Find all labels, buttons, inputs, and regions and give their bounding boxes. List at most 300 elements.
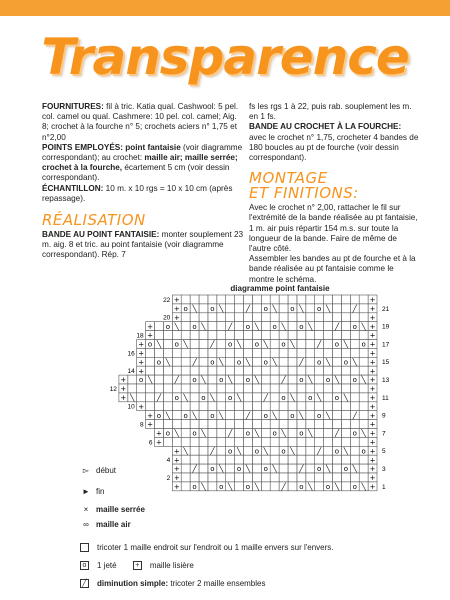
- grid-cell: [235, 375, 244, 384]
- grid-cell: [199, 313, 208, 322]
- stitch-symbol: o: [139, 376, 144, 385]
- stitch-symbol: o: [228, 340, 233, 349]
- stitch-symbol: o: [263, 305, 268, 313]
- stitch-symbol: o: [325, 483, 331, 491]
- stitch-symbol: ╲: [343, 394, 348, 402]
- grid-cell: [315, 322, 324, 331]
- grid-cell: [235, 348, 244, 357]
- grid-cell: [315, 402, 324, 411]
- stitch-symbol: +: [369, 483, 376, 491]
- grid-cell: [163, 375, 172, 384]
- stitch-symbol: o: [272, 429, 277, 438]
- grid-cell: [146, 384, 155, 393]
- stitch-symbol: ╲: [183, 340, 188, 349]
- grid-cell: [217, 295, 226, 304]
- grid-cell: [181, 348, 190, 357]
- row-label-left: 20: [163, 314, 171, 322]
- stitch-symbol: +: [138, 358, 145, 367]
- grid-cell: [252, 437, 261, 446]
- stitch-symbol: o: [263, 465, 268, 474]
- stitch-symbol: o: [352, 322, 357, 331]
- row-label-right: 17: [382, 341, 390, 349]
- stitch-symbol: ╱: [334, 322, 340, 331]
- stitch-symbol: ╲: [245, 358, 251, 367]
- grid-cell: [270, 313, 279, 322]
- grid-cell: [244, 331, 253, 340]
- grid-cell: [270, 366, 279, 375]
- grid-cell: [181, 429, 190, 438]
- grid-cell: [324, 313, 333, 322]
- grid-cell: [181, 437, 190, 446]
- hairpin-paragraph: BANDE AU CROCHET À LA FOURCHE: avec le crochet n° 1,75, crocheter 4 bandes de 180 boucles au pt de fourche (voir dessin correspondant).: [249, 122, 419, 163]
- grid-cell: [306, 304, 315, 313]
- grid-cell: [270, 402, 279, 411]
- grid-cell: [359, 437, 368, 446]
- stitch-symbol: o: [308, 394, 313, 402]
- grid-cell: [226, 464, 235, 473]
- row-label-left: 12: [109, 385, 117, 393]
- grid-cell: [359, 411, 368, 420]
- grid-cell: [181, 331, 190, 340]
- stitch-symbol: o: [183, 411, 188, 420]
- stitch-symbol: o: [192, 376, 197, 385]
- assembly-paragraph: Assembler les bandes au pt de fourche et à la bande réalisée au pt fantaisie comme le montre le schéma.: [249, 254, 416, 284]
- band-paragraph: BANDE AU POINT FANTAISIE: monter souplement 23 m. aig. 8 et tric. au point fantaisie (voir diagramme correspondant). Rép. 7: [42, 230, 244, 260]
- stitch-symbol: ╲: [290, 394, 295, 402]
- stitch-symbol: o: [334, 447, 340, 456]
- grid-cell: [235, 313, 244, 322]
- grid-cell: [315, 429, 324, 438]
- page-title: Transparence: [41, 28, 409, 86]
- stitch-symbol: ╲: [165, 411, 170, 420]
- grid-cell: [359, 455, 368, 464]
- stitch-symbol: ╲: [254, 429, 259, 438]
- stitch-symbol: o: [290, 411, 295, 420]
- grid-cell: [190, 384, 199, 393]
- row-label-left: 16: [127, 350, 135, 358]
- grid-cell: [252, 295, 261, 304]
- grid-cell: [217, 384, 226, 393]
- grid-cell: [359, 313, 368, 322]
- stitch-symbol: ╲: [361, 429, 366, 438]
- row-label-right: 7: [382, 430, 386, 438]
- grid-cell: [270, 473, 279, 482]
- grid-cell: [155, 348, 164, 357]
- grid-cell: [333, 437, 342, 446]
- end-arrow-icon: ►: [82, 487, 90, 496]
- grid-cell: [217, 348, 226, 357]
- grid-cell: [172, 348, 181, 357]
- stitch-symbol: ╲: [192, 411, 197, 420]
- stitch-symbol: ╲: [254, 376, 259, 385]
- stitch-symbol: ╲: [272, 465, 277, 474]
- grid-cell: [163, 437, 172, 446]
- grid-cell: [341, 366, 350, 375]
- stitch-symbol: ╲: [334, 483, 340, 491]
- stitch-symbol: ╲: [174, 429, 179, 438]
- grid-cell: [163, 340, 172, 349]
- grid-cell: [235, 455, 244, 464]
- stitch-symbol: o: [236, 465, 242, 474]
- grid-cell: [306, 331, 315, 340]
- grid-cell: [306, 437, 315, 446]
- stitch-symbol: ╲: [317, 394, 322, 402]
- stitch-symbol: ╲: [281, 429, 286, 438]
- grid-cell: [333, 366, 342, 375]
- grid-cell: [359, 295, 368, 304]
- grid-cell: [341, 304, 350, 313]
- grid-cell: [288, 375, 297, 384]
- grid-cell: [252, 411, 261, 420]
- grid-cell: [190, 446, 199, 455]
- grid-cell: [333, 384, 342, 393]
- stitch-symbol: ╲: [219, 358, 224, 367]
- grid-cell: [306, 295, 315, 304]
- grid-cell: [341, 322, 350, 331]
- grid-cell: [235, 295, 244, 304]
- stitch-symbol: ╲: [147, 376, 153, 385]
- grid-cell: [172, 357, 181, 366]
- stitch-symbol: +: [369, 322, 376, 331]
- grid-cell: [359, 473, 368, 482]
- grid-cell: [208, 375, 217, 384]
- yarn-over-icon: o: [80, 561, 89, 570]
- grid-cell: [350, 446, 359, 455]
- stitch-symbol: +: [147, 411, 153, 420]
- grid-cell: [155, 384, 164, 393]
- grid-cell: [359, 304, 368, 313]
- grid-cell: [235, 482, 244, 491]
- grid-cell: [288, 429, 297, 438]
- grid-cell: [235, 411, 244, 420]
- grid-cell: [252, 304, 261, 313]
- grid-cell: [288, 455, 297, 464]
- grid-cell: [181, 455, 190, 464]
- grid-cell: [261, 437, 270, 446]
- row-label-left: 6: [148, 439, 153, 447]
- grid-cell: [324, 331, 333, 340]
- grid-cell: [333, 420, 342, 429]
- grid-cell: [279, 464, 288, 473]
- grid-cell: [341, 437, 350, 446]
- grid-cell: [324, 322, 333, 331]
- stitch-symbol: ╲: [228, 376, 233, 385]
- grid-cell: [217, 455, 226, 464]
- grid-cell: [324, 420, 333, 429]
- stitch-symbol: o: [352, 429, 357, 438]
- stitch-symbol: +: [369, 367, 376, 376]
- grid-cell: [315, 473, 324, 482]
- grid-cell: [306, 348, 315, 357]
- stitch-symbol: +: [147, 331, 153, 340]
- stitch-symbol: +: [173, 305, 180, 313]
- stitch-symbol: o: [263, 411, 268, 420]
- stitch-symbol: +: [369, 411, 376, 420]
- grid-cell: [208, 402, 217, 411]
- grid-cell: [199, 295, 208, 304]
- grid-cell: [208, 313, 217, 322]
- stitch-symbol: o: [219, 483, 224, 491]
- grid-cell: [324, 473, 333, 482]
- stitch-symbol: ╲: [174, 322, 179, 331]
- grid-cell: [350, 331, 359, 340]
- grid-cell: [261, 402, 270, 411]
- stitch-symbol: ╱: [352, 305, 357, 313]
- stitch-symbol: o: [361, 447, 366, 456]
- row-label-right: 5: [382, 448, 386, 456]
- row-label-left: 2: [166, 474, 171, 482]
- grid-cell: [172, 420, 181, 429]
- grid-cell: [288, 331, 297, 340]
- stitch-symbol: o: [210, 465, 215, 474]
- grid-cell: [288, 295, 297, 304]
- grid-cell: [288, 473, 297, 482]
- grid-cell: [350, 366, 359, 375]
- stitch-symbol: ╱: [245, 411, 251, 420]
- stitch-symbol: o: [299, 376, 304, 385]
- grid-cell: [226, 313, 235, 322]
- stitch-symbol: +: [369, 456, 376, 465]
- grid-cell: [261, 473, 270, 482]
- grid-cell: [217, 446, 226, 455]
- grid-cell: [181, 473, 190, 482]
- stitch-symbol: ╲: [352, 358, 357, 367]
- grid-cell: [190, 420, 199, 429]
- diagram-grid: [119, 295, 377, 491]
- grid-cell: [279, 366, 288, 375]
- grid-cell: [199, 411, 208, 420]
- grid-cell: [315, 313, 324, 322]
- grid-cell: [163, 384, 172, 393]
- stitch-symbol: o: [317, 358, 322, 367]
- grid-cell: [288, 348, 297, 357]
- row-label-left: 14: [127, 368, 135, 376]
- grid-cell: [279, 473, 288, 482]
- grid-cell: [155, 322, 164, 331]
- grid-cell: [244, 340, 253, 349]
- grid-cell: [306, 313, 315, 322]
- grid-cell: [297, 420, 306, 429]
- grid-cell: [190, 313, 199, 322]
- grid-cell: [217, 437, 226, 446]
- grid-cell: [297, 446, 306, 455]
- grid-cell: [279, 331, 288, 340]
- grid-cell: [208, 322, 217, 331]
- grid-cell: [315, 366, 324, 375]
- grid-cell: [155, 402, 164, 411]
- grid-cell: [288, 402, 297, 411]
- row-label-right: 3: [382, 466, 386, 473]
- grid-cell: [270, 446, 279, 455]
- grid-cell: [288, 313, 297, 322]
- grid-cell: [270, 455, 279, 464]
- stitch-symbol: +: [138, 340, 145, 349]
- grid-cell: [279, 402, 288, 411]
- stitch-symbol: ╱: [192, 465, 197, 474]
- grid-cell: [137, 393, 146, 402]
- stitch-symbol: o: [201, 394, 206, 402]
- stitch-symbol: o: [325, 376, 331, 385]
- stitch-symbol: o: [281, 394, 286, 402]
- stitch-symbol: +: [369, 305, 376, 313]
- grid-cell: [181, 464, 190, 473]
- grid-cell: [252, 402, 261, 411]
- stitch-symbol: ╱: [281, 483, 286, 491]
- grid-cell: [359, 331, 368, 340]
- stitch-symbol: ╲: [325, 358, 331, 367]
- grid-cell: [297, 348, 306, 357]
- stitch-symbol: +: [369, 438, 376, 447]
- grid-cell: [306, 366, 315, 375]
- grid-cell: [333, 402, 342, 411]
- grid-cell: [235, 429, 244, 438]
- stitch-symbol: ╲: [299, 411, 304, 420]
- grid-cell: [199, 348, 208, 357]
- grid-cell: [261, 348, 270, 357]
- stitch-symbol: ╲: [183, 447, 188, 456]
- grid-cell: [199, 402, 208, 411]
- grid-cell: [288, 366, 297, 375]
- grid-cell: [315, 437, 324, 446]
- grid-cell: [359, 357, 368, 366]
- grid-cell: [333, 295, 342, 304]
- grid-cell: [217, 420, 226, 429]
- grid-cell: [270, 340, 279, 349]
- grid-cell: [279, 348, 288, 357]
- grid-cell: [341, 411, 350, 420]
- stitch-symbol: +: [138, 367, 145, 376]
- grid-cell: [199, 331, 208, 340]
- grid-cell: [261, 295, 270, 304]
- grid-cell: [261, 384, 270, 393]
- stitch-symbol: o: [352, 483, 357, 491]
- grid-cell: [261, 331, 270, 340]
- grid-cell: [315, 295, 324, 304]
- row-label-left: 4: [166, 457, 171, 465]
- grid-cell: [190, 393, 199, 402]
- stitch-symbol: o: [192, 429, 197, 438]
- stitch-symbol: o: [219, 376, 224, 385]
- grid-cell: [226, 366, 235, 375]
- grid-cell: [244, 455, 253, 464]
- stitch-symbol: o: [281, 447, 286, 456]
- grid-cell: [324, 366, 333, 375]
- grid-cell: [359, 393, 368, 402]
- stitch-symbol: +: [369, 358, 376, 367]
- stitch-symbol: +: [369, 402, 376, 411]
- stitch-symbol: o: [299, 483, 304, 491]
- stitch-symbol: +: [147, 322, 153, 331]
- stitch-symbol: +: [369, 420, 376, 429]
- grid-cell: [252, 384, 261, 393]
- stitch-symbol: ╲: [308, 322, 313, 331]
- grid-cell: [297, 295, 306, 304]
- grid-cell: [324, 384, 333, 393]
- stitch-symbol: ╲: [343, 340, 348, 349]
- grid-cell: [190, 340, 199, 349]
- grid-cell: [226, 473, 235, 482]
- grid-cell: [306, 340, 315, 349]
- stitch-symbol: ╱: [174, 376, 179, 385]
- stitch-symbol: o: [156, 358, 162, 367]
- grid-cell: [288, 482, 297, 491]
- grid-cell: [297, 384, 306, 393]
- grid-cell: [208, 295, 217, 304]
- grid-cell: [155, 366, 164, 375]
- grid-cell: [315, 375, 324, 384]
- stitch-symbol: +: [369, 376, 376, 385]
- grid-cell: [226, 411, 235, 420]
- stitch-symbol: o: [228, 394, 233, 402]
- stitch-symbol: o: [254, 340, 259, 349]
- grid-cell: [199, 384, 208, 393]
- grid-cell: [199, 437, 208, 446]
- stitch-symbol: ╲: [201, 376, 206, 385]
- grid-cell: [297, 437, 306, 446]
- stitch-symbol: o: [334, 340, 340, 349]
- grid-cell: [261, 375, 270, 384]
- grid-cell: [279, 437, 288, 446]
- grid-cell: [341, 482, 350, 491]
- grid-cell: [297, 393, 306, 402]
- grid-cell: [244, 393, 253, 402]
- grid-cell: [146, 402, 155, 411]
- stitch-symbol: o: [147, 340, 153, 349]
- stitch-symbol: +: [147, 420, 153, 429]
- stitch-symbol: o: [165, 429, 170, 438]
- grid-cell: [279, 357, 288, 366]
- grid-cell: [288, 357, 297, 366]
- grid-cell: [306, 446, 315, 455]
- grid-cell: [270, 420, 279, 429]
- grid-cell: [252, 348, 261, 357]
- grid-cell: [324, 340, 333, 349]
- grid-cell: [217, 313, 226, 322]
- grid-cell: [324, 393, 333, 402]
- grid-cell: [244, 366, 253, 375]
- grid-cell: [288, 437, 297, 446]
- stitch-symbol: o: [210, 305, 215, 313]
- row-label-right: 21: [382, 305, 390, 313]
- stitch-symbol: o: [343, 465, 348, 474]
- stitch-symbol: o: [254, 447, 259, 456]
- grid-cell: [270, 482, 279, 491]
- row-label-left: 8: [139, 421, 144, 429]
- grid-cell: [235, 420, 244, 429]
- grid-cell: [172, 437, 181, 446]
- grid-cell: [279, 384, 288, 393]
- grid-cell: [181, 402, 190, 411]
- grid-cell: [333, 313, 342, 322]
- grid-cell: [315, 348, 324, 357]
- grid-cell: [306, 411, 315, 420]
- stitch-symbol: +: [173, 296, 180, 305]
- grid-cell: [306, 464, 315, 473]
- grid-cell: [199, 446, 208, 455]
- grid-cell: [199, 340, 208, 349]
- grid-cell: [208, 348, 217, 357]
- stitch-symbol: o: [245, 483, 251, 491]
- stitch-symbol: ╲: [361, 376, 366, 385]
- stitch-symbol: +: [173, 456, 180, 465]
- grid-cell: [252, 393, 261, 402]
- grid-cell: [359, 464, 368, 473]
- grid-cell: [235, 402, 244, 411]
- grid-cell: [306, 455, 315, 464]
- stitch-symbol: o: [317, 465, 322, 474]
- grid-cell: [288, 420, 297, 429]
- grid-cell: [350, 340, 359, 349]
